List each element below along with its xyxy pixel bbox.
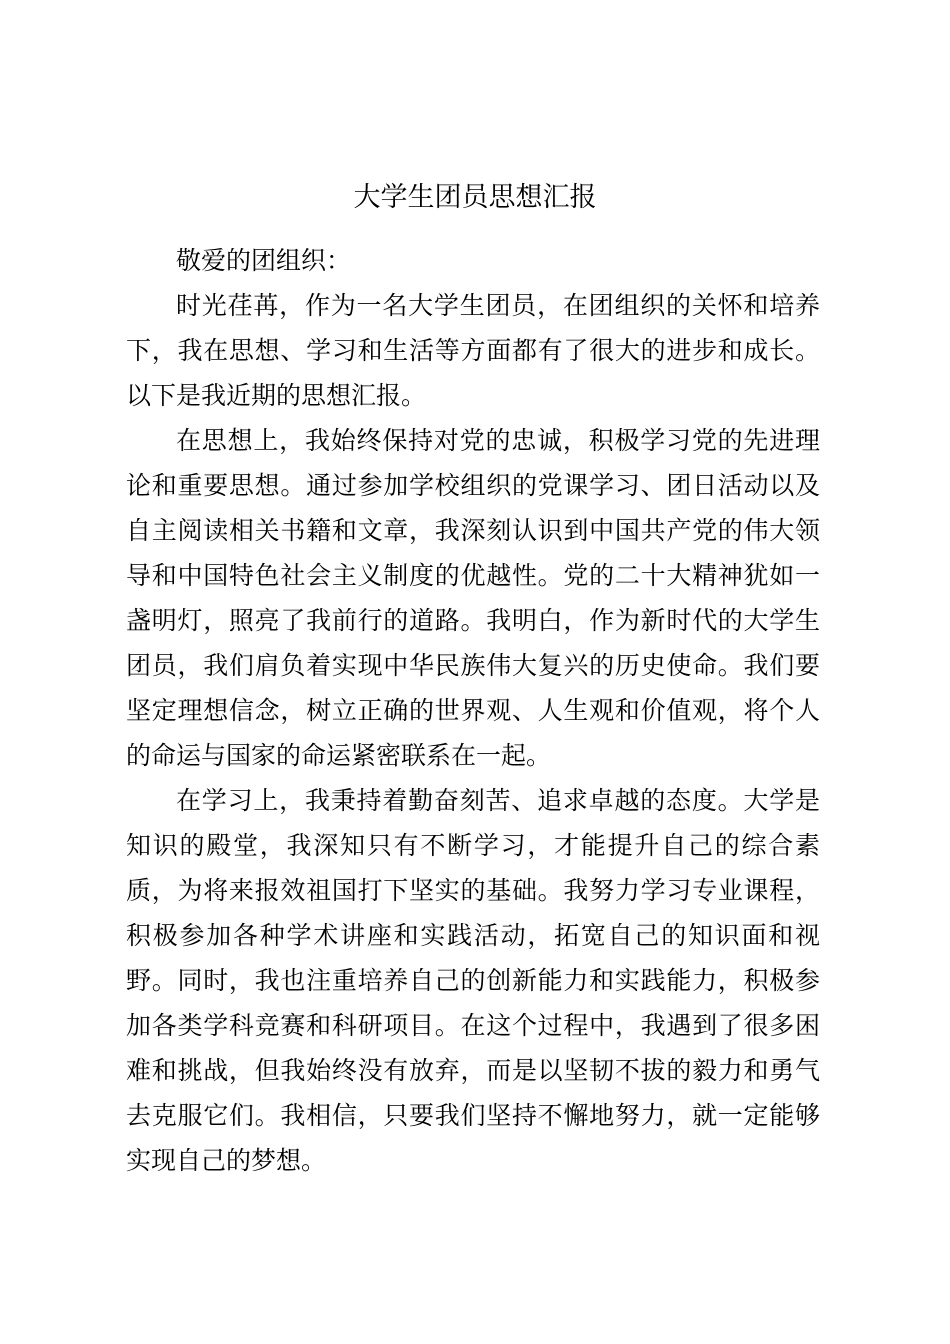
document-body — [126, 238, 820, 1183]
document-title: 大学生团员思想汇报 — [353, 182, 597, 213]
paragraph-thought: 在思想上，我始终保持对党的忠诚，积极学习党的先进理论和重要思想。通过参加学校组织的党课学习、团日活动以及自主阅读相关书籍和文章，我深刻认识到中国共产党的伟大领导和中国特色社会主义制度的优越性。党的二十大精神犹如一盏明灯，照亮了我前行的道路。我明白，作为新时代的大学生团员，我们肩负着实现中华民族伟大复兴的历史使命。我们要坚定理想信念，树立正确的世界观、人生观和价值观，将个人的命运与国家的命运紧密联系在一起。 — [126, 426, 820, 770]
salutation: 敬爱的团组织： — [176, 246, 352, 275]
paragraph-study: 在学习上，我秉持着勤奋刻苦、追求卓越的态度。大学是知识的殿堂，我深知只有不断学习，才能提升自己的综合素质，为将来报效祖国打下坚实的基础。我努力学习专业课程，积极参加各种学术讲座和实践活动，拓宽自己的知识面和视野。同时，我也注重培养自己的创新能力和实践能力，积极参加各类学科竞赛和科研项目。在这个过程中，我遇到了很多困难和挑战，但我始终没有放弃，而是以坚韧不拔的毅力和勇气去克服它们。我相信，只要我们坚持不懈地努力，就一定能够实现自己的梦想。 — [126, 786, 820, 1175]
paragraph-intro: 时光荏苒，作为一名大学生团员，在团组织的关怀和培养下，我在思想、学习和生活等方面都有了很大的进步和成长。以下是我近期的思想汇报。 — [126, 291, 820, 410]
